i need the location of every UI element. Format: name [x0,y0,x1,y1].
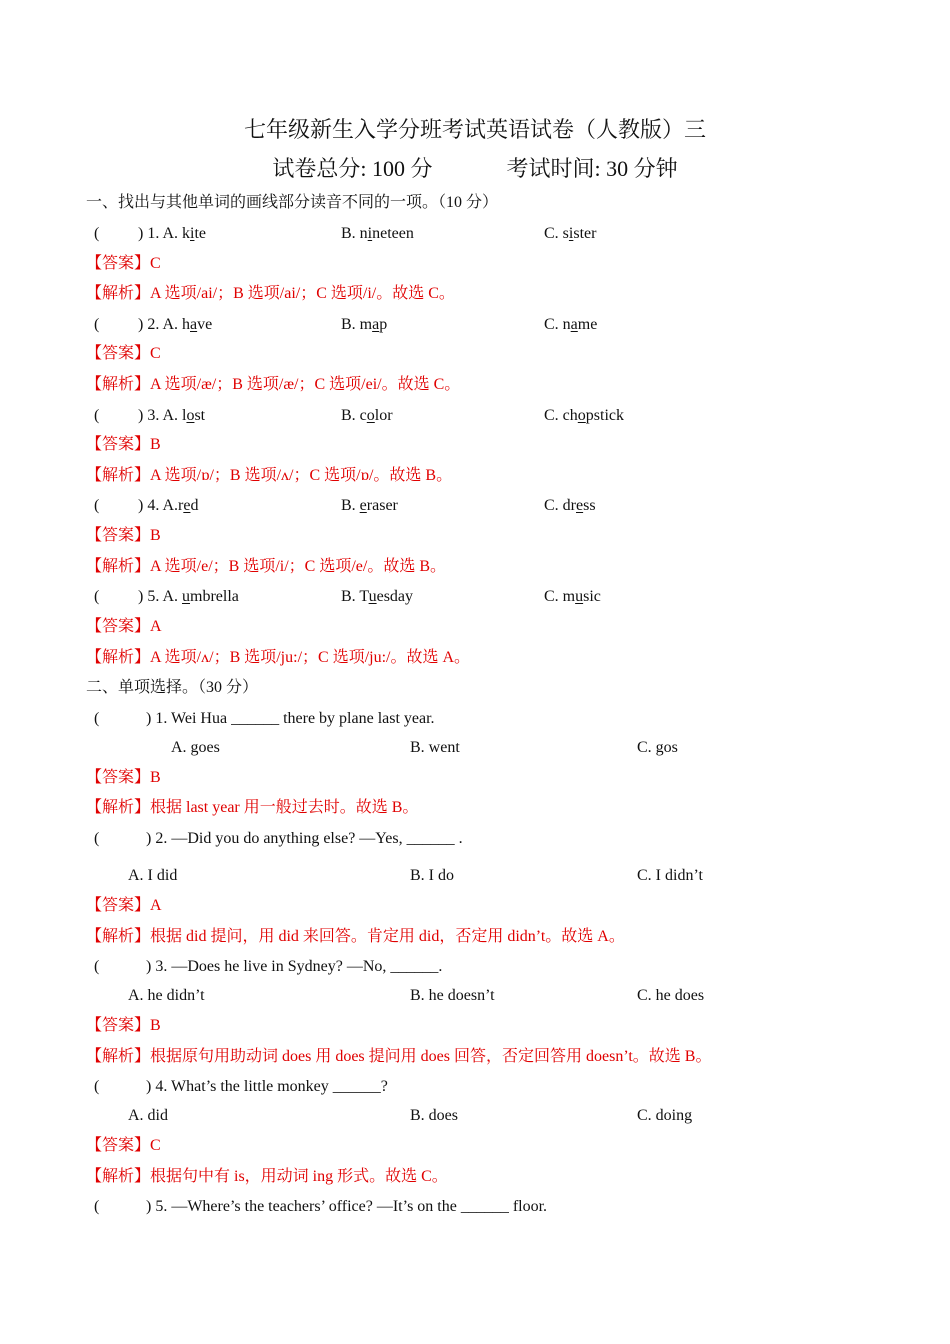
s2-question-5: ( ) 5. —Where’s the teachers’ office? —It’s on the ______ floor. [94,1198,548,1215]
s1-q1-explanation: 【解析】A 选项/ai/；B 选项/ai/；C 选项/i/。故选 C。 [86,285,455,302]
s2-q2-answer: 【答案】A [86,897,162,914]
s1-q4-explanation: 【解析】A 选项/e/；B 选项/i/；C 选项/e/。故选 B。 [86,558,447,575]
s2-q4-option-b: B. does [410,1107,458,1124]
s2-q4-answer: 【答案】C [86,1137,161,1154]
s1-q4-option-c: C. dress [544,497,596,514]
s1-q5-explanation: 【解析】A 选项/ʌ/；B 选项/ju:/；C 选项/ju:/。故选 A。 [86,649,471,666]
s2-question-1: ( ) 1. Wei Hua ______ there by plane last year. [94,710,435,727]
s1-question-3: ( ) 3. A. lost [94,407,206,424]
s2-question-3: ( ) 3. —Does he live in Sydney? —No, ______. [94,958,443,975]
s1-q2-option-b: B. map [341,316,388,333]
s1-question-1: ( ) 1. A. kite [94,225,206,242]
s2-q1-option-c: C. gos [637,739,678,756]
s1-q4-answer: 【答案】B [86,527,161,544]
s2-question-4: ( ) 4. What’s the little monkey ______? [94,1078,388,1095]
exam-title: 七年级新生入学分班考试英语试卷（人教版）三 [243,117,706,142]
s2-q3-option-b: B. he doesn’t [410,987,495,1004]
s1-q3-answer: 【答案】B [86,436,161,453]
s1-q3-explanation: 【解析】A 选项/ɒ/；B 选项/ʌ/；C 选项/ɒ/。故选 B。 [86,467,453,484]
s2-q3-option-c: C. he does [637,987,705,1004]
s1-q3-option-b: B. color [341,407,393,424]
s1-q5-answer: 【答案】A [86,618,162,635]
s2-q2-option-b: B. I do [410,867,454,884]
s1-q5-option-b: B. Tuesday [341,588,414,605]
exam-meta [0,152,950,183]
s1-q3-option-c: C. chopstick [544,407,624,424]
s2-q4-explanation: 【解析】根据句中有 is，用动词 ing 形式。故选 C。 [86,1168,448,1185]
total-score: 试卷总分: 100 分 [272,156,433,181]
s2-question-2: ( ) 2. —Did you do anything else? —Yes, ______ . [94,830,463,847]
s1-q2-explanation: 【解析】A 选项/æ/；B 选项/æ/；C 选项/ei/。故选 C。 [86,376,461,393]
s2-q2-explanation: 【解析】根据 did 提问，用 did 来回答。肯定用 did，否定用 didn’t。故选 A。 [86,928,625,945]
s2-q1-explanation: 【解析】根据 last year 用一般过去时。故选 B。 [86,799,419,816]
s2-q2-option-c: C. I didn’t [637,867,703,884]
s2-q2-option-a: A. I did [128,867,178,884]
s2-q3-answer: 【答案】B [86,1017,161,1034]
s1-q2-answer: 【答案】C [86,345,161,362]
s1-q4-option-b: B. eraser [341,497,398,514]
s2-q1-answer: 【答案】B [86,769,161,786]
s1-question-5: ( ) 5. A. umbrella [94,588,239,605]
s1-q1-option-b: B. nineteen [341,225,414,242]
s1-q2-option-c: C. name [544,316,598,333]
s2-q4-option-a: A. did [128,1107,168,1124]
s2-q1-option-a: A. goes [171,739,220,756]
s1-question-2: ( ) 2. A. have [94,316,213,333]
s2-q3-option-a: A. he didn’t [128,987,205,1004]
s1-question-4: ( ) 4. A.red [94,497,199,514]
s1-q1-option-c: C. sister [544,225,597,242]
s2-q3-explanation: 【解析】根据原句用助动词 does 用 does 提问用 does 回答，否定回答用 doesn’t。故选 B。 [86,1048,712,1065]
s2-q4-option-c: C. doing [637,1107,693,1124]
section2-heading: 二、单项选择。（30 分） [86,679,259,696]
s2-q1-option-b: B. went [410,739,460,756]
section1-heading: 一、找出与其他单词的画线部分读音不同的一项。（10 分） [86,194,499,211]
exam-time: 考试时间: 30 分钟 [506,156,678,181]
s1-q1-answer: 【答案】C [86,255,161,272]
s1-q5-option-c: C. music [544,588,601,605]
